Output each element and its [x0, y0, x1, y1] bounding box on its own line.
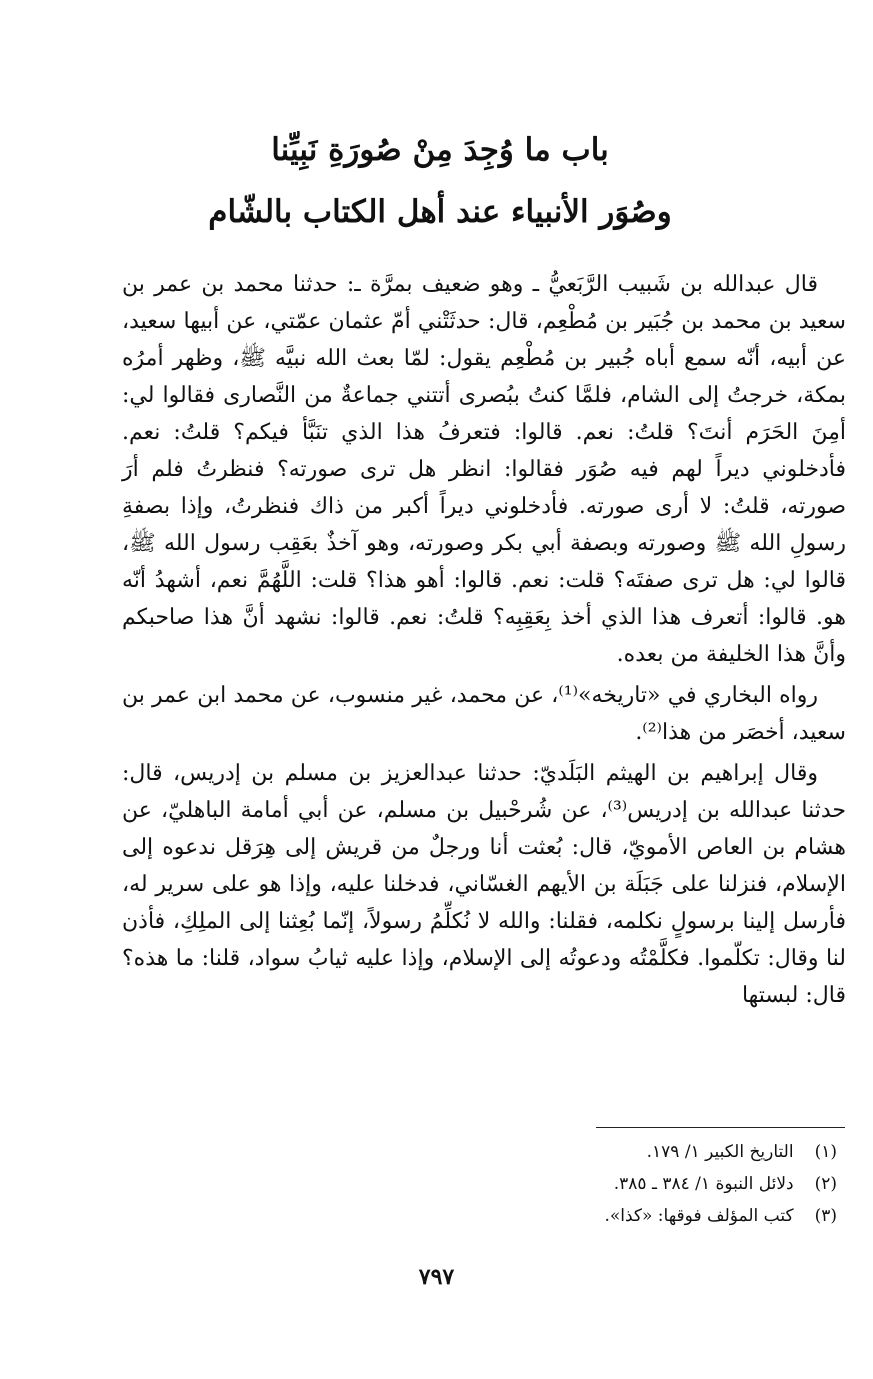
- footnote-item: [337, 1200, 837, 1232]
- footnote-number: (١): [814, 1142, 837, 1162]
- footnote-divider: [596, 1127, 845, 1128]
- footnote-text: كتب المؤلف فوقها: «كذا».: [604, 1206, 794, 1226]
- footnote-number: (٣): [814, 1206, 837, 1226]
- paragraph: قال عبدالله بن شَبيب الرَّبَعيُّ ـ وهو ضعيف بمرَّة ـ: حدثنا محمد بن عمر بن سعيد بن محمد بن جُبَير بن مُطْعِم، قال: حدثَتْني أمّ عثمان عمّتي، عن أبيها سعيد، عن أبيه، أنّه سمع أباه جُبير بن مُطْعِم يقول: لمّا بعث الله نبيَّه ﷺ، وظهر أمرُه بمكة، خرجتُ إلى الشام، فلمَّا كنتُ ببُصرى أتتني جماعةٌ من النَّصارى فقالوا لي: أمِنَ الحَرَم أنتَ؟ قلتُ: نعم. قالوا: فتعرفُ هذا الذي تنَبَّأ فيكم؟ قلتُ: نعم. فأدخلوني ديراً لهم فيه صُوَر فقالوا: انظر هل ترى صورته؟ فنظرتُ فلم أرَ صورته، قلتُ: لا أرى صورته. فأدخلوني ديراً أكبر من ذاك فنظرتُ، وإذا بصفةِ رسولِ الله ﷺ وصورته وبصفة أبي بكر وصورته، وهو آخذٌ بعَقِب رسول الله ﷺ، قالوا لي: هل ترى صفتَه؟ قلت: نعم. قالوا: أهو هذا؟ قلت: اللَّهُمَّ نعم، أشهدُ أنّه هو. قالوا: أتعرف هذا الذي أخذ بِعَقِبِه؟ قلتُ: نعم. قالوا: نشهد أنَّ هذا صاحبكم وأنَّ هذا الخليفة من بعده.: [122, 272, 846, 667]
- paragraph: رواه البخاري في «تاريخه»⁽¹⁾، عن محمد، غير منسوب، عن محمد ابن عمر بن سعيد، أخصَر من هذا⁽²⁾.: [122, 683, 846, 745]
- body-text: [122, 266, 846, 1016]
- footnote-number: (٢): [814, 1174, 837, 1194]
- paragraph: وقال إبراهيم بن الهيثم البَلَديّ: حدثنا عبدالعزيز بن مسلم بن إدريس، قال: حدثنا عبدالله بن إدريس⁽³⁾، عن شُرحْبيل بن مسلم، عن أبي أمامة الباهليّ، عن هشام بن العاص الأمويّ، قال: بُعثت أنا ورجلٌ من قريش إلى هِرَقل ندعوه إلى الإسلام، فنزلنا على جَبَلَة بن الأيهم الغسّاني، فدخلنا عليه، وإذا هو على سرير له، فأرسل إلينا برسولٍ نكلمه، فقلنا: والله لا نُكلِّمُ رسولاً، إنّما بُعِثنا إلى الملِكِ، فأذن لنا وقال: تكلّموا. فكلَّمْتُه ودعوتُه إلى الإسلام، وإذا عليه ثيابُ سواد، قلنا: ما هذه؟ قال: لبستها: [122, 761, 846, 1008]
- chapter-title: باب ما وُجِدَ مِنْ صُورَةِ نَبِيِّنا: [271, 132, 609, 168]
- footnote-item: [337, 1168, 837, 1200]
- footnotes: [337, 1136, 837, 1232]
- chapter-subtitle: وصُوَر الأنبياء عند أهل الكتاب بالشّام: [208, 194, 672, 230]
- page-number: ٧٩٧: [418, 1264, 455, 1290]
- footnote-text: دلائل النبوة ١/ ٣٨٤ ـ ٣٨٥.: [613, 1174, 794, 1194]
- footnote-item: [337, 1136, 837, 1168]
- footnote-text: التاريخ الكبير ١/ ١٧٩.: [646, 1142, 794, 1162]
